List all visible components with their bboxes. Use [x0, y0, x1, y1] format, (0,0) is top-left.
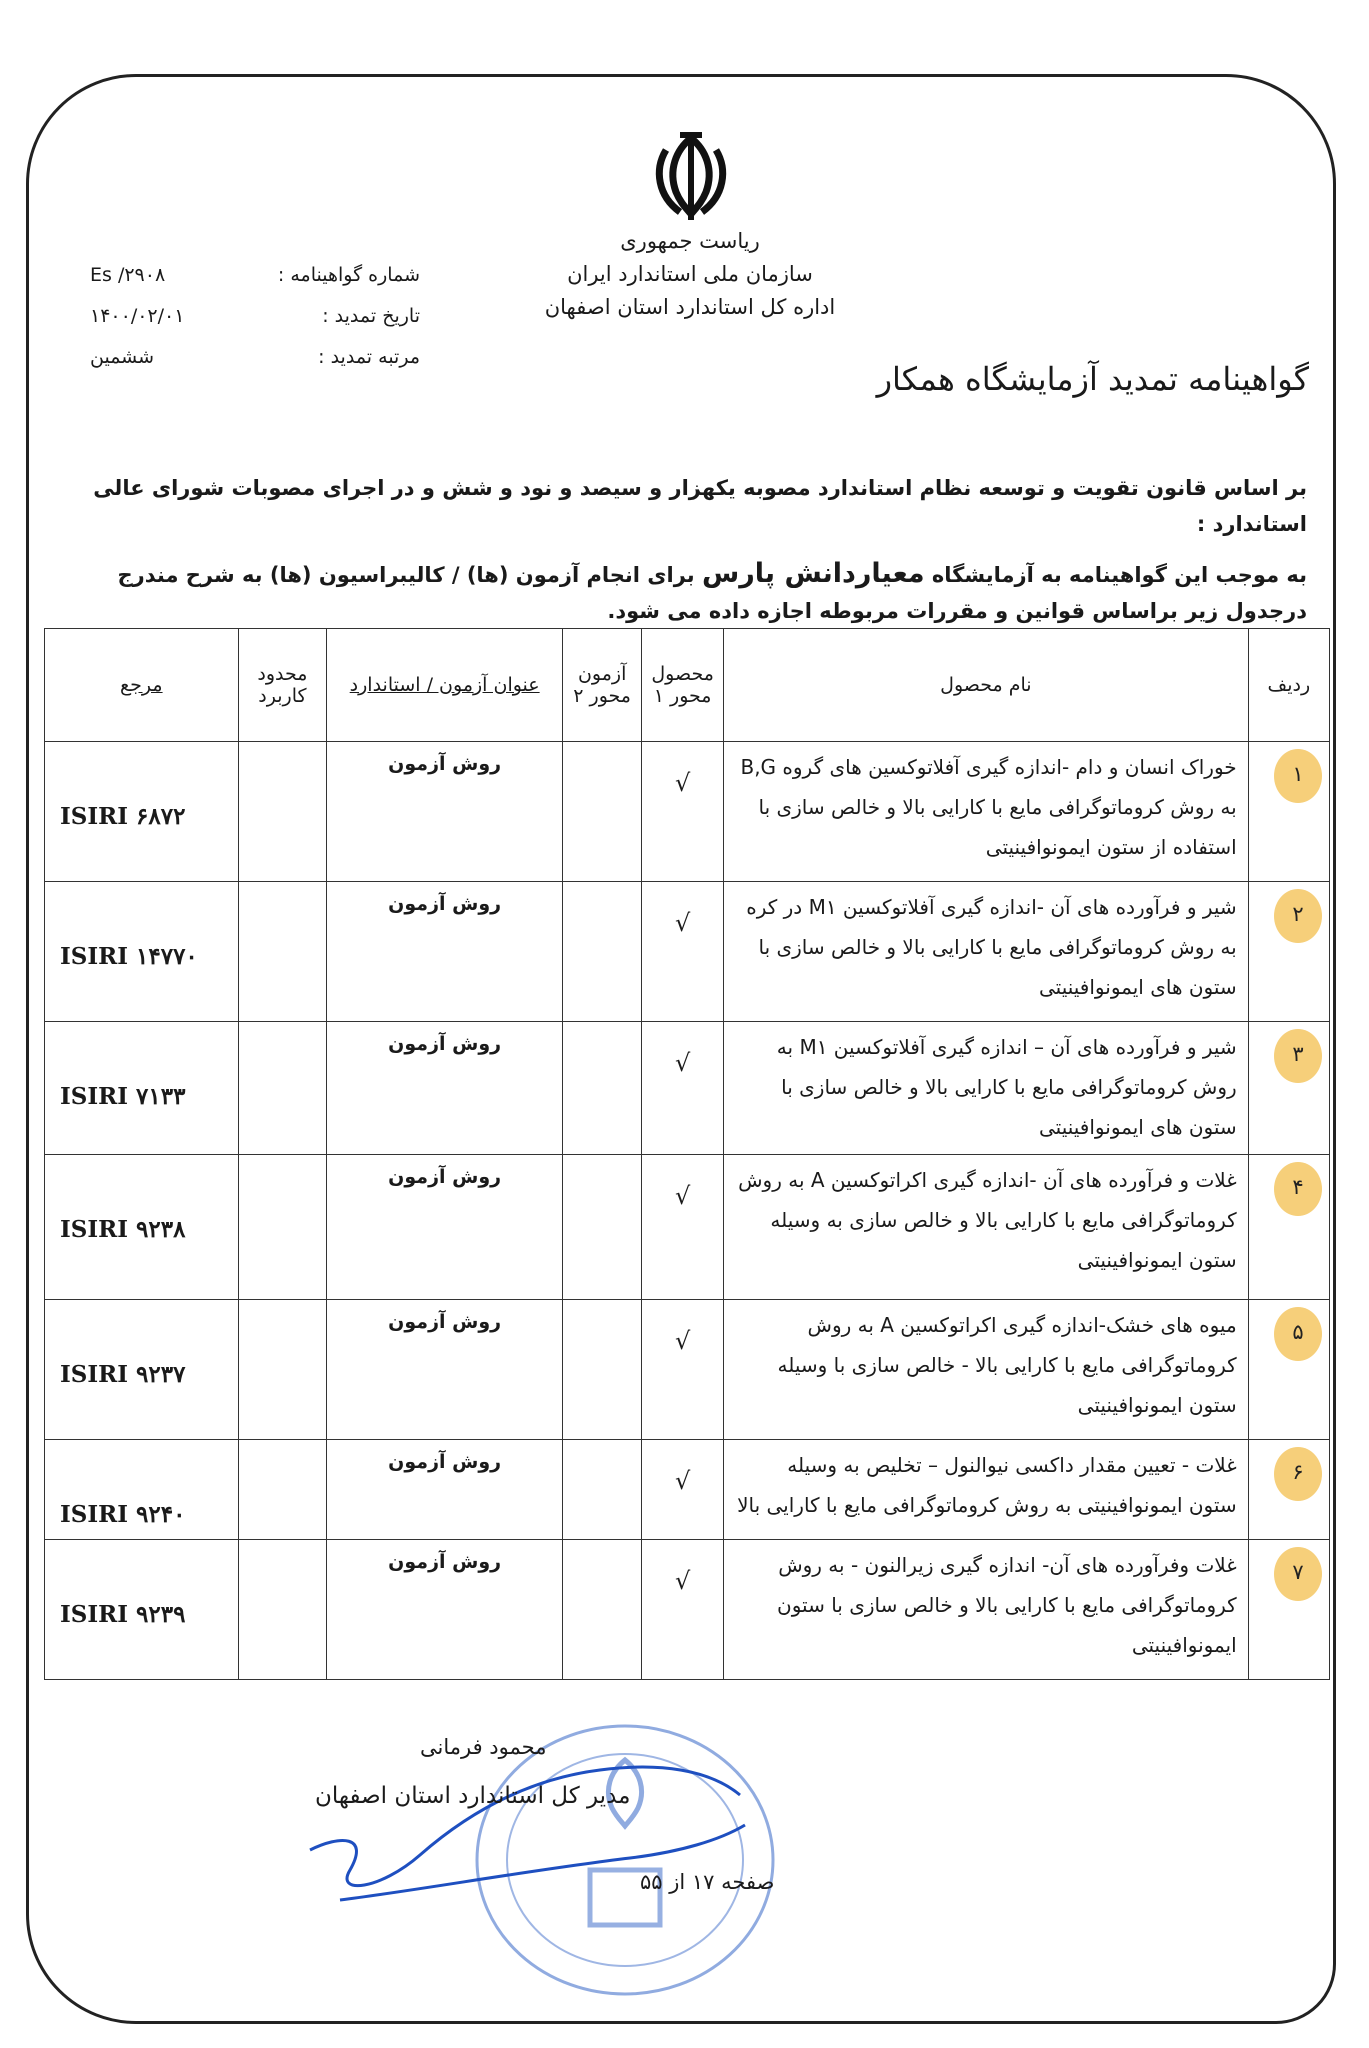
test-axis-cell — [563, 1440, 642, 1540]
method-text: روش آزمون — [388, 1311, 502, 1333]
limited-cell — [238, 882, 327, 1022]
test-axis-cell — [563, 1540, 642, 1680]
row-number — [1248, 882, 1329, 1022]
check-mark-icon: √ — [674, 1567, 691, 1595]
reference-cell — [45, 882, 239, 1022]
method-text: روش آزمون — [388, 893, 502, 915]
check-mark-icon: √ — [674, 909, 691, 937]
cert-number-row — [90, 255, 420, 296]
product-axis-cell — [642, 1440, 724, 1540]
table-row — [45, 1155, 1330, 1300]
row-number-badge: ۵ — [1274, 1307, 1322, 1361]
reference-cell — [45, 1300, 239, 1440]
intro-paragraph-1: بر اساس قانون تقویت و توسعه نظام استاندارد مصوبه یکهزار و سیصد و نود و شش و در اجرای مصوبات شورای عالی استاندارد : — [93, 476, 1307, 536]
product-name: غلات وفرآورده های آن- اندازه گیری زیرالنون - به روش کروماتوگرافی مایع با کارایی بالا و خالص سازی با ستون ایمونوافینیتی — [777, 1553, 1237, 1657]
row-number-badge: ۳ — [1274, 1029, 1322, 1083]
product-name: شیر و فرآورده های آن -اندازه گیری آفلاتوکسین M۱ در کره به روش کروماتوگرافی مایع با کارایی بالا و خالص سازی با ستون های ایمونوافینیتی — [746, 895, 1237, 999]
row-number-badge: ۴ — [1274, 1162, 1322, 1216]
table-row — [45, 1022, 1330, 1155]
product-cell — [724, 1540, 1249, 1680]
table-row — [45, 1440, 1330, 1540]
intro-before-lab: به موجب این گواهینامه به آزمایشگاه — [931, 563, 1307, 587]
page-number: صفحه ۱۷ از ۵۵ — [640, 1870, 775, 1894]
test-axis-cell — [563, 1155, 642, 1300]
cert-number-value: Es /۲۹۰۸ — [90, 264, 166, 286]
renewal-rank-row — [90, 337, 420, 378]
product-name: غلات و فرآورده های آن -اندازه گیری اکراتوکسین A به روش کروماتوگرافی مایع با کارایی بالا و خالص سازی به وسیله ستون ایمونوافینیتی — [738, 1168, 1237, 1272]
row-number — [1248, 1440, 1329, 1540]
check-mark-icon: √ — [674, 1049, 691, 1077]
reference-code: ISIRI ۹۲۳۷ — [60, 1361, 186, 1388]
product-axis-cell — [642, 882, 724, 1022]
limited-cell — [238, 1155, 327, 1300]
product-name: خوراک انسان و دام -اندازه گیری آفلاتوکسین های گروه B,G به روش کروماتوگرافی مایع با کارایی بالا و خالص سازی با استفاده از ستون ایمونوافینیتی — [740, 755, 1237, 859]
reference-cell — [45, 1022, 239, 1155]
renewal-rank-value: ششمین — [90, 346, 155, 368]
table-row — [45, 742, 1330, 882]
reference-code: ISIRI ۹۲۴۰ — [60, 1501, 186, 1528]
row-number-badge: ۲ — [1274, 889, 1322, 943]
limited-cell — [238, 742, 327, 882]
header-reference: مرجع — [45, 629, 239, 742]
header-test-axis: آزمون محور ۲ — [563, 629, 642, 742]
header-line-organization: سازمان ملی استاندارد ایران — [567, 262, 813, 286]
test-axis-cell — [563, 882, 642, 1022]
method-text: روش آزمون — [388, 1166, 502, 1188]
lab-name: معیاردانش پارس — [701, 558, 925, 589]
test-axis-cell — [563, 1300, 642, 1440]
limited-cell — [238, 1022, 327, 1155]
row-number — [1248, 1022, 1329, 1155]
row-number-badge: ۱ — [1274, 749, 1322, 803]
method-text: روش آزمون — [388, 753, 502, 775]
test-axis-cell — [563, 742, 642, 882]
check-mark-icon: √ — [674, 769, 691, 797]
product-cell — [724, 882, 1249, 1022]
reference-cell — [45, 742, 239, 882]
renewal-date-label: تاریخ تمدید : — [322, 305, 420, 327]
limited-cell — [238, 1540, 327, 1680]
handwritten-signature — [300, 1740, 760, 1930]
check-mark-icon: √ — [674, 1182, 691, 1210]
method-cell — [327, 1300, 563, 1440]
intro-after-lab: برای انجام آزمون (ها) / کالیبراسیون (ها) به شرح مندرج درجدول زیر براساس قوانین و مقررات مربوطه اجازه داده می شود. — [117, 563, 1307, 623]
method-cell — [327, 882, 563, 1022]
signatory-name: محمود فرمانی — [420, 1735, 547, 1759]
product-cell — [724, 1155, 1249, 1300]
table-header-row — [45, 629, 1330, 742]
table-body — [45, 742, 1330, 1680]
cert-number-label: شماره گواهینامه : — [277, 264, 420, 286]
product-cell — [724, 1022, 1249, 1155]
reference-code: ISIRI ۹۲۳۸ — [60, 1216, 186, 1243]
product-axis-cell — [642, 1022, 724, 1155]
reference-code: ISIRI ۱۴۷۷۰ — [60, 943, 198, 970]
table-row — [45, 1300, 1330, 1440]
product-cell — [724, 1440, 1249, 1540]
reference-cell — [45, 1440, 239, 1540]
check-mark-icon: √ — [674, 1327, 691, 1355]
issuer-header — [520, 225, 860, 324]
method-cell — [327, 1440, 563, 1540]
reference-cell — [45, 1540, 239, 1680]
product-cell — [724, 742, 1249, 882]
header-product: نام محصول — [724, 629, 1249, 742]
intro-paragraph-2 — [60, 556, 1307, 629]
product-axis-cell — [642, 1155, 724, 1300]
product-axis-cell — [642, 742, 724, 882]
product-axis-cell — [642, 1300, 724, 1440]
method-text: روش آزمون — [388, 1551, 502, 1573]
method-cell — [327, 742, 563, 882]
header-product-axis: محصول محور ۱ — [642, 629, 724, 742]
intro-text — [60, 470, 1307, 643]
test-axis-cell — [563, 1022, 642, 1155]
header-line-presidency: ریاست جمهوری — [620, 229, 760, 253]
reference-code: ISIRI ۶۸۷۲ — [60, 803, 186, 830]
row-number — [1248, 1300, 1329, 1440]
row-number-badge: ۷ — [1274, 1547, 1322, 1601]
renewal-date-value: ۱۴۰۰/۰۲/۰۱ — [90, 305, 185, 327]
table-row — [45, 1540, 1330, 1680]
renewal-date-row — [90, 296, 420, 337]
header-row-number: ردیف — [1248, 629, 1329, 742]
product-axis-cell — [642, 1540, 724, 1680]
iran-emblem-icon — [646, 130, 736, 225]
product-cell — [724, 1300, 1249, 1440]
reference-code: ISIRI ۷۱۳۳ — [60, 1083, 186, 1110]
method-cell — [327, 1022, 563, 1155]
signatory-title: مدیر کل استاندارد استان اصفهان — [315, 1783, 631, 1809]
method-cell — [327, 1540, 563, 1680]
method-text: روش آزمون — [388, 1451, 502, 1473]
check-mark-icon: √ — [674, 1467, 691, 1495]
header-method: عنوان آزمون / استاندارد — [327, 629, 563, 742]
reference-code: ISIRI ۹۲۳۹ — [60, 1601, 186, 1628]
certificate-meta — [90, 255, 420, 378]
method-cell — [327, 1155, 563, 1300]
scope-table — [44, 628, 1330, 1680]
header-line-office: اداره کل استاندارد استان اصفهان — [544, 295, 836, 319]
header-limited: محدود کاربرد — [238, 629, 327, 742]
renewal-rank-label: مرتبه تمدید : — [318, 346, 420, 368]
reference-cell — [45, 1155, 239, 1300]
product-name: میوه های خشک-اندازه گیری اکراتوکسین A به روش کروماتوگرافی مایع با کارایی بالا - خالص سازی با وسیله ستون ایمونوافینیتی — [777, 1313, 1237, 1417]
document-title: گواهینامه تمدید آزمایشگاه همکار — [876, 360, 1309, 398]
limited-cell — [238, 1300, 327, 1440]
table-row — [45, 882, 1330, 1022]
row-number-badge: ۶ — [1274, 1447, 1322, 1501]
row-number — [1248, 1155, 1329, 1300]
row-number — [1248, 742, 1329, 882]
method-text: روش آزمون — [388, 1033, 502, 1055]
row-number — [1248, 1540, 1329, 1680]
product-name: غلات - تعیین مقدار داکسی نیوالنول – تخلیص به وسیله ستون ایمونوافینیتی به روش کروماتوگرافی مایع با کارایی بالا — [737, 1453, 1237, 1517]
limited-cell — [238, 1440, 327, 1540]
product-name: شیر و فرآورده های آن – اندازه گیری آفلاتوکسین M۱ به روش کروماتوگرافی مایع با کارایی بالا و خالص سازی با ستون های ایمونوافینیتی — [776, 1035, 1237, 1139]
